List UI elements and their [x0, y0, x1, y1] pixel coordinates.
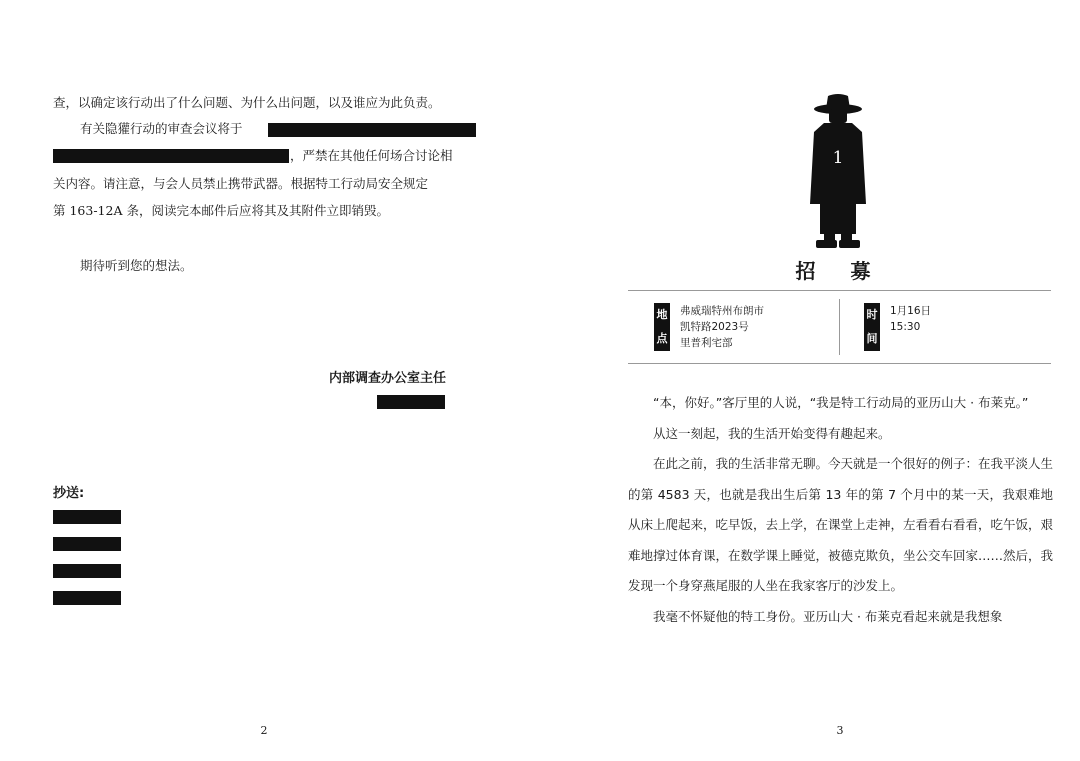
paragraph: 从这一刻起，我的生活开始变得有趣起来。: [653, 425, 891, 441]
text: 期待听到您的想法。: [80, 258, 193, 273]
page-number: 2: [260, 724, 268, 737]
paragraph: 在此之前，我的生活非常无聊。今天就是一个很好的例子：在我平淡人生的第 4583 天，也就是我出生后第 13 年的第 7 个月中的某一天，我艰难地从床上爬起来，吃早饭，去上学，在课堂上走神，左看看右看看，吃午饭，艰难地撑过体育课，在数学课上睡觉，被德克欺负，坐公交车回家……然后，我发现一个身穿燕尾服的人坐在我家客厅的沙发上。: [628, 456, 1054, 593]
paragraph-line: [53, 119, 243, 139]
signer-title: 内部调查办公室主任: [328, 371, 446, 386]
spy-silhouette-icon: [796, 92, 880, 252]
signature-redaction: [377, 395, 445, 409]
paragraph: “本，你好。”客厅里的人说，“我是特工行动局的亚历山大 · 布莱克。”: [653, 395, 1029, 410]
chapter-title: 招 募: [795, 259, 885, 283]
info-divider: [839, 299, 840, 355]
time-tag: 时 间: [864, 303, 880, 351]
right-page: [540, 0, 1080, 761]
location-text: 弗威瑞特州布朗市 凯特路2023号 里普利宅部: [680, 305, 764, 349]
page-number: 3: [836, 724, 844, 737]
paragraph-line: [290, 146, 453, 166]
text: 第 163-12A 条，阅读完本邮件后应将其及其附件立即销毁。: [53, 203, 389, 218]
location-tag: 地 点: [654, 303, 670, 351]
paragraph-line: [53, 93, 441, 113]
paragraph-line: [53, 174, 428, 194]
text: 关内容。请注意，与会人员禁止携带武器。根据特工行动局安全规定: [53, 176, 429, 191]
cc-redaction-bar: [53, 537, 121, 551]
chapter-number: 1: [832, 148, 844, 168]
paragraph-line: [53, 256, 193, 276]
cc-redaction-bar: [53, 564, 121, 578]
paragraph-line: [53, 201, 389, 221]
cc-redaction-bar: [53, 591, 121, 605]
redaction-bar: [268, 123, 476, 137]
paragraph: 我毫不怀疑他的特工身份。亚历山大 · 布莱克看起来就是我想象: [653, 608, 1003, 624]
text: 查，以确定该行动出了什么问题、为什么出问题，以及谁应为此负责。: [53, 95, 441, 110]
cc-label: 抄送:: [53, 486, 85, 501]
time-text: 1月16日 15:30: [890, 305, 932, 333]
text: 有关隐獾行动的审查会议将于: [80, 121, 243, 136]
cc-redaction-bar: [53, 510, 121, 524]
info-box: [628, 290, 1051, 364]
redaction-bar: [53, 149, 289, 163]
text: ，严禁在其他任何场合讨论相: [290, 148, 453, 163]
chapter-body: [628, 388, 1053, 632]
